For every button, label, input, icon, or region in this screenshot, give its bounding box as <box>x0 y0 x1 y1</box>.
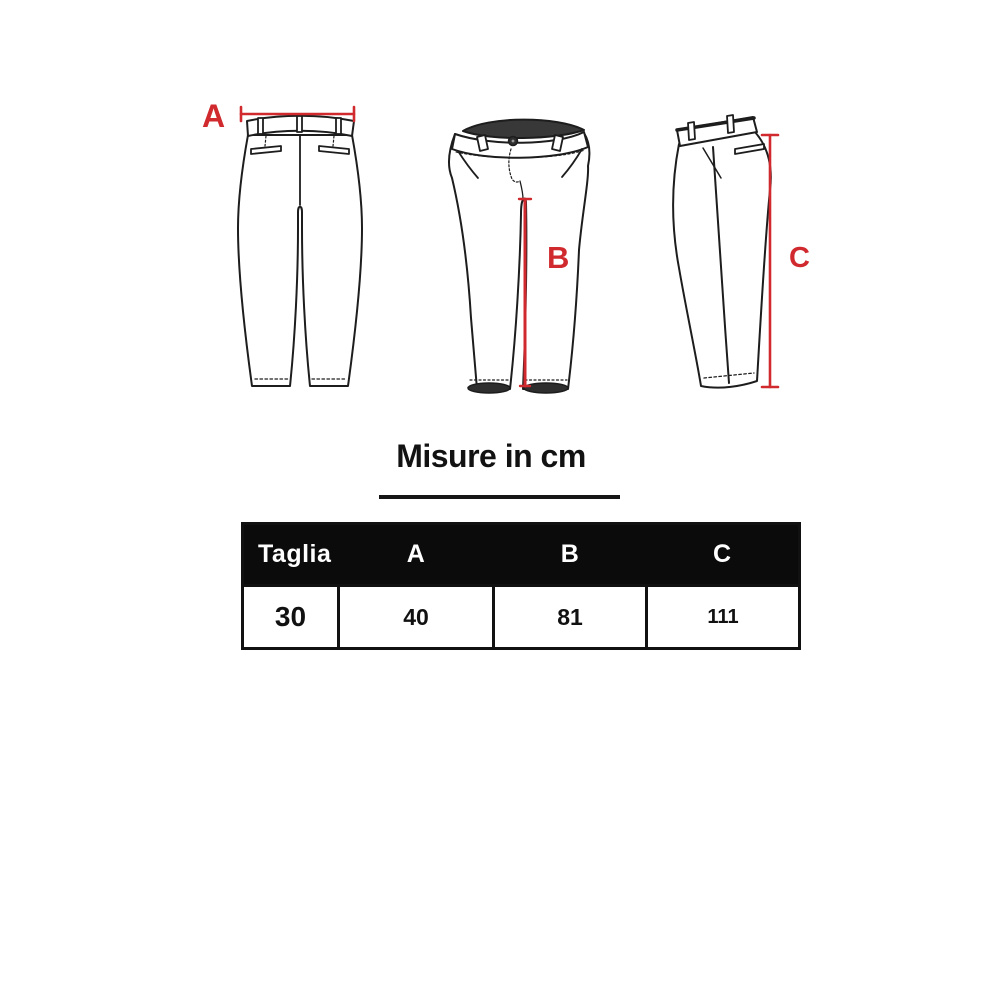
col-header-c: C <box>647 524 800 586</box>
header-row <box>243 524 800 586</box>
cell-c-value: 111 <box>647 586 800 649</box>
col-header-b: B <box>494 524 647 586</box>
cell-taglia-value: 30 <box>243 586 339 649</box>
measure-label-a: A <box>202 98 226 134</box>
page-title: Misure in cm <box>396 438 586 474</box>
measure-label-b: B <box>547 240 570 275</box>
pants-side-view-drawing <box>673 115 771 388</box>
side-view-body <box>673 132 771 388</box>
front-view-button-center <box>512 140 515 143</box>
size-table-header <box>243 524 800 586</box>
front-view-left-hem <box>468 383 510 393</box>
size-table <box>241 522 801 650</box>
col-header-a: A <box>339 524 494 586</box>
title-underline <box>379 495 620 499</box>
pants-technical-drawings <box>0 0 1000 430</box>
pants-diagram-area <box>0 0 1000 430</box>
cell-a-value: 40 <box>339 586 494 649</box>
measure-label-c: C <box>789 242 811 274</box>
front-view-right-hem <box>524 383 568 393</box>
pants-back-view-drawing <box>238 116 362 386</box>
size-row <box>243 586 800 649</box>
cell-b-value: 81 <box>494 586 647 649</box>
col-header-taglia: Taglia <box>243 524 339 586</box>
